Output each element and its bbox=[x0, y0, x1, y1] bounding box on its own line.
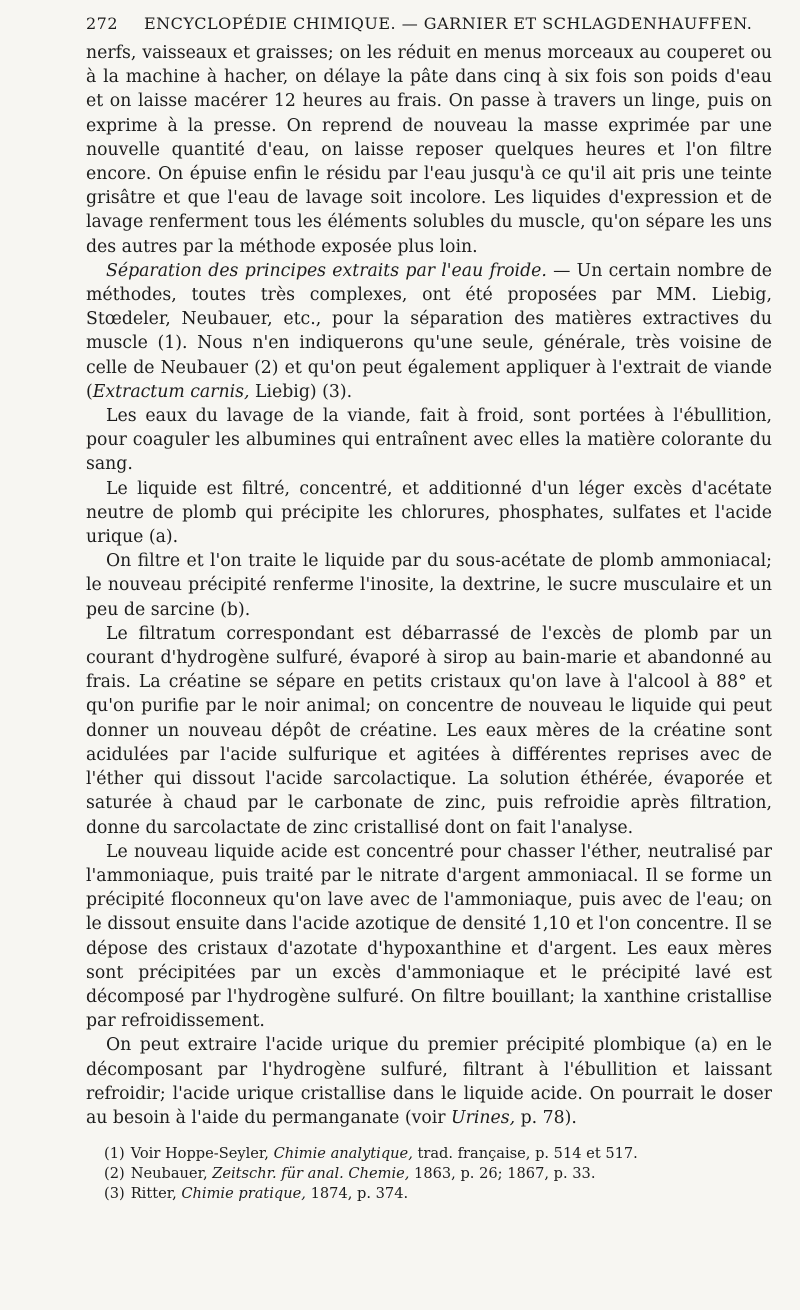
paragraph-liquide bbox=[86, 477, 772, 550]
paragraph-italic: Extractum carnis, bbox=[92, 381, 250, 402]
paragraph-separation bbox=[86, 259, 772, 404]
footnote-text: Ritter, bbox=[130, 1185, 182, 1203]
paragraph-text: Le nouveau liquide acide est concentré pour chasser l'éther, neutralisé par l'ammoniaque, puis traité par le nitrate d'argent ammoniacal. Il se forme un précipité floconneux qu'on lave avec de l'ammoniaque, puis avec de l'eau; on le dissout ensuite dans l'acide azotique de densité 1,10 et l'on concentre. Il se dépose des cristaux d'azotate d'hypoxanthine et d'argent. Les eaux mères sont précipitées par un excès d'ammoniaque et le précipité lavé est décomposé par l'hydrogène sulfuré. On filtre bouillant; la xanthine cristallise par refroidissement. bbox=[86, 841, 772, 1032]
footnote-title: Chimie pratique, bbox=[181, 1185, 306, 1203]
paragraph-text: On peut extraire l'acide urique du premier précipité plombique (a) en le décomposant par l'hydrogène sulfuré, filtrant à l'ébullition et laissant refroidir; l'acide urique cristallise dans le liquide acide. On pourrait le doser au besoin à l'aide du permanganate (voir bbox=[86, 1035, 772, 1128]
paragraph-text: Le liquide est filtré, concentré, et additionné d'un léger excès d'acétate neutre de plomb qui précipite les chlorures, phosphates, sulfates et l'acide urique (a). bbox=[86, 478, 772, 548]
footnote-1 bbox=[86, 1144, 772, 1164]
paragraph-text: Les eaux du lavage de la viande, fait à froid, sont portées à l'ébullition, pour coaguler les albumines qui entraînent avec elles la matière colorante du sang. bbox=[86, 406, 772, 475]
header-title: ENCYCLOPÉDIE CHIMIQUE. — GARNIER ET SCHLAGDENHAUFFEN. bbox=[144, 14, 753, 33]
section-heading: Séparation des principes extraits par l'eau froide. bbox=[106, 260, 547, 281]
paragraph-text: Liebig) (3). bbox=[249, 381, 353, 402]
running-head bbox=[86, 14, 772, 33]
page-number: 272 bbox=[86, 14, 119, 33]
footnote-text: Voir Hoppe-Seyler, bbox=[130, 1145, 274, 1163]
footnote-number: (2) bbox=[104, 1165, 125, 1183]
paragraph-filtre bbox=[86, 549, 772, 622]
footnotes bbox=[86, 1144, 772, 1204]
body-text bbox=[86, 41, 772, 1130]
paragraph-filtratum bbox=[86, 622, 772, 840]
footnote-title: Zeitschr. für anal. Chemie, bbox=[212, 1165, 410, 1183]
paragraph-text: p. 78). bbox=[515, 1107, 577, 1128]
paragraph-acide-urique bbox=[86, 1033, 772, 1130]
footnote-text: 1863, p. 26; 1867, p. 33. bbox=[409, 1165, 596, 1183]
footnote-title: Chimie analytique, bbox=[273, 1145, 413, 1163]
paragraph-nouveau-liquide bbox=[86, 840, 772, 1034]
paragraph-lavage bbox=[86, 404, 772, 477]
paragraph-italic: Urines, bbox=[451, 1107, 516, 1128]
footnote-2 bbox=[86, 1164, 772, 1184]
footnote-number: (3) bbox=[104, 1185, 125, 1203]
footnote-text: trad. française, p. 514 et 517. bbox=[412, 1145, 638, 1163]
paragraph-intro bbox=[86, 41, 772, 259]
footnote-3 bbox=[86, 1184, 772, 1204]
footnote-text: Neubauer, bbox=[130, 1165, 213, 1183]
paragraph-text: Le filtratum correspondant est débarrassé de l'excès de plomb par un courant d'hydrogène sulfuré, évaporé à sirop au bain-marie et abandonné au frais. La créatine se sépare en petits cristaux qu'on lave à l'alcool à 88° et qu'on purifie par le noir animal; on concentre de nouveau le liquide qui peut donner un nouveau dépôt de créatine. Les eaux mères de la créatine sont acidulées par l'acide sulfurique et agitées à différentes reprises avec de l'éther qui dissout l'acide sarcolactique. La solution éthérée, évaporée et saturée à chaud par le carbonate de zinc, puis refroidie après filtration, donne du sarcolactate de zinc cristallisé dont on fait l'analyse. bbox=[86, 623, 772, 838]
paragraph-text: — Un certain nombre de méthodes, toutes très complexes, ont été proposées par MM. Liebig, Stœdeler, Neubauer, etc., pour la séparation des matières extractives du muscle (1). Nous n'en indiquerons qu'une seule, générale, très voisine de celle de Neubauer (2) et qu'on peut également appliquer à l'extrait de viande ( bbox=[86, 260, 772, 402]
footnote-text: 1874, p. 374. bbox=[305, 1185, 409, 1203]
paragraph-text: nerfs, vaisseaux et graisses; on les réduit en menus morceaux au couperet ou à la machine à hacher, on délaye la pâte dans cinq à six fois son poids d'eau et on laisse macérer 12 heures au frais. On passe à travers un linge, puis on exprime à la presse. On reprend de nouveau la masse exprimée par une nouvelle quantité d'eau, on laisse reposer quelques heures et l'on filtre encore. On épuise enfin le résidu par l'eau jusqu'à ce qu'il ait pris une teinte grisâtre et que l'eau de lavage soit incolore. Les liquides d'expression et de lavage renferment tous les éléments solubles du muscle, qu'on sépare les uns des autres par la méthode exposée plus loin. bbox=[86, 43, 772, 257]
footnote-number: (1) bbox=[104, 1145, 125, 1163]
paragraph-text: On filtre et l'on traite le liquide par du sous-acétate de plomb ammoniacal; le nouveau précipité renferme l'inosite, la dextrine, le sucre musculaire et un peu de sarcine (b). bbox=[86, 551, 772, 620]
